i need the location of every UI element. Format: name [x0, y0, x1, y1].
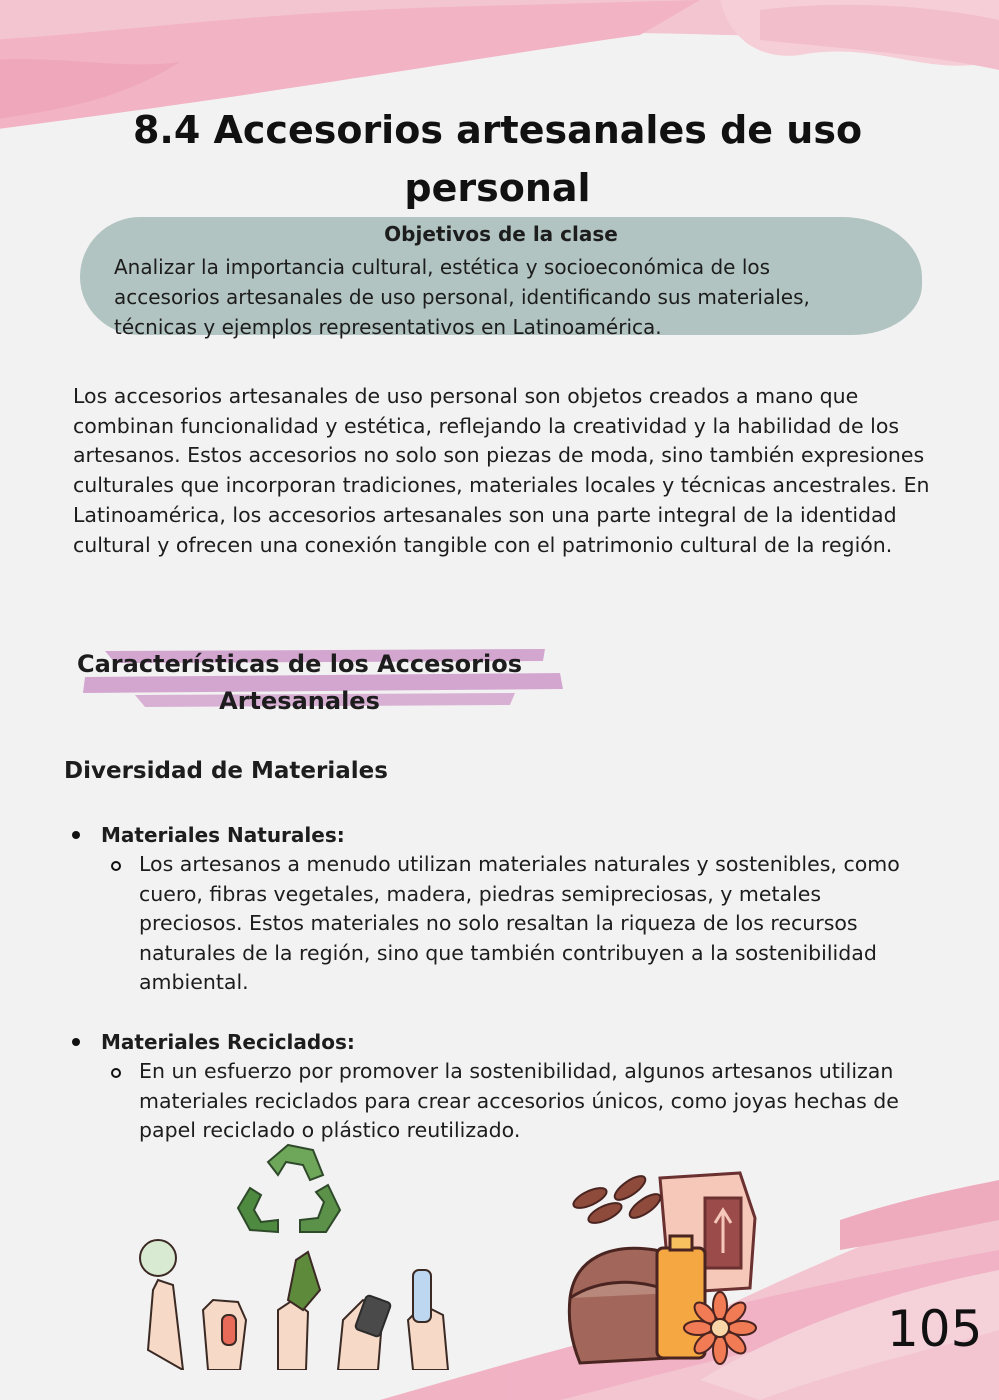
- circle-bullet-icon: [111, 861, 121, 871]
- objectives-heading: Objetivos de la clase: [384, 222, 618, 246]
- objectives-text: Analizar la importancia cultural, estética y socioeconómica de los accesorios artesanales de uso personal, identificando sus materiales, técnicas y ejemplos representativos en Latinoamérica.: [114, 255, 810, 339]
- recycle-hands-illustration: [128, 1140, 468, 1370]
- natural-materials-illustration: [560, 1158, 770, 1368]
- list-item-label: Materiales Reciclados:: [101, 1030, 355, 1054]
- section-title: Características de los Accesorios Artesanales: [76, 650, 522, 715]
- list-item-label: Materiales Naturales:: [101, 823, 345, 847]
- intro-paragraph: Los accesorios artesanales de uso personal son objetos creados a mano que combinan funcionalidad y estética, reflejando la creatividad y la habilidad de los artesanos. Estos accesorios no solo son piezas de moda, sino también expresiones culturales que incorporan tradiciones, materiales locales y técnicas ancestrales. En Latinoamérica, los accesorios artesanales son una parte integral de la identidad cultural y ofrecen una conexión tangible con el patrimonio cultural de la región.: [73, 384, 930, 557]
- page-number: 105: [887, 1300, 983, 1358]
- page-title: 8.4 Accesorios artesanales de uso personal: [132, 108, 863, 211]
- list-item-detail: En un esfuerzo por promover la sostenibilidad, algunos artesanos utilizan materiales reciclados para crear accesorios únicos, como joyas hechas de papel reciclado o plástico reutilizado.: [139, 1059, 899, 1143]
- bullet-icon: [72, 1038, 80, 1046]
- list-item-detail: Los artesanos a menudo utilizan materiales naturales y sostenibles, como cuero, fibras vegetales, madera, piedras semipreciosas, y metales preciosos. Estos materiales no solo resaltan la riqueza de los recursos naturales de la región, sino que también contribuyen a la sostenibilidad ambiental.: [139, 852, 900, 995]
- bullet-icon: [72, 831, 80, 839]
- recycle-icon: [238, 1145, 340, 1232]
- circle-bullet-icon: [111, 1068, 121, 1078]
- subsection-title: Diversidad de Materiales: [64, 758, 388, 784]
